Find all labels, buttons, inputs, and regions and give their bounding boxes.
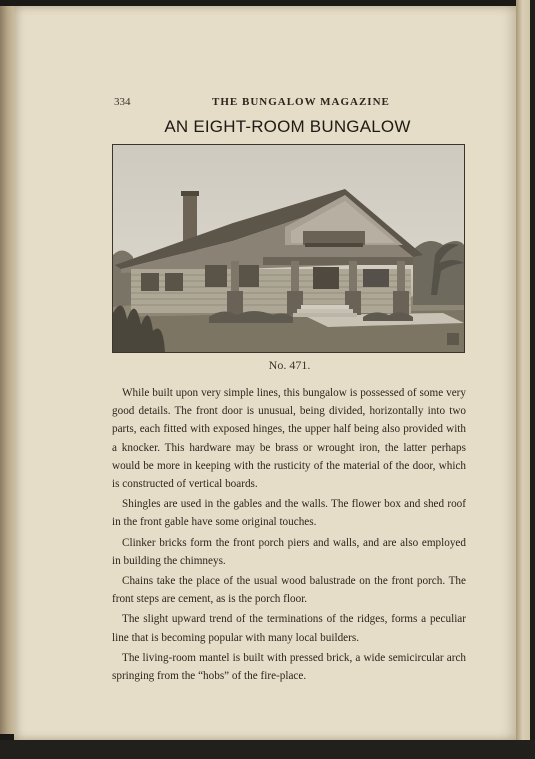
article-body	[112, 384, 466, 685]
bungalow-illustration	[113, 145, 464, 352]
figure-caption: No. 471.	[268, 358, 311, 372]
background-bottom	[0, 740, 535, 759]
page-number: 334	[114, 96, 131, 108]
running-head: THE BUNGALOW MAGAZINE	[212, 96, 390, 108]
paragraph: Clinker bricks form the front porch piers and walls, and are also employed in building the chimneys.	[112, 536, 466, 567]
paragraph: Shingles are used in the gables and the walls. The flower box and shed roof in the front gable have some original touches.	[112, 498, 466, 529]
page-header	[0, 96, 535, 112]
article-title: AN EIGHT-ROOM BUNGALOW	[164, 117, 411, 136]
background-right	[530, 0, 535, 759]
paragraph: Chains take the place of the usual wood balustrade on the front porch. The front steps are cement, as is the porch floor.	[112, 575, 466, 606]
bungalow-photograph	[112, 144, 465, 353]
paragraph: The living-room mantel is built with pressed brick, a wide semicircular arch springing from the “hobs” of the fire-place.	[112, 651, 466, 683]
paragraph: While built upon very simple lines, this bungalow is possessed of some very good details. The front door is unusual, being divided, horizontally into two parts, each fitted with exposed hinges, the upper half being also provided with a knocker. This hardware may be brass or wrought iron, the latter perhaps would be more in keeping with the rusticity of the material of the door, which is constructed of vertical boards.	[112, 387, 466, 491]
paragraph: The slight upward trend of the terminations of the ridges, forms a peculiar line that is becoming popular with many local builders.	[112, 613, 466, 644]
